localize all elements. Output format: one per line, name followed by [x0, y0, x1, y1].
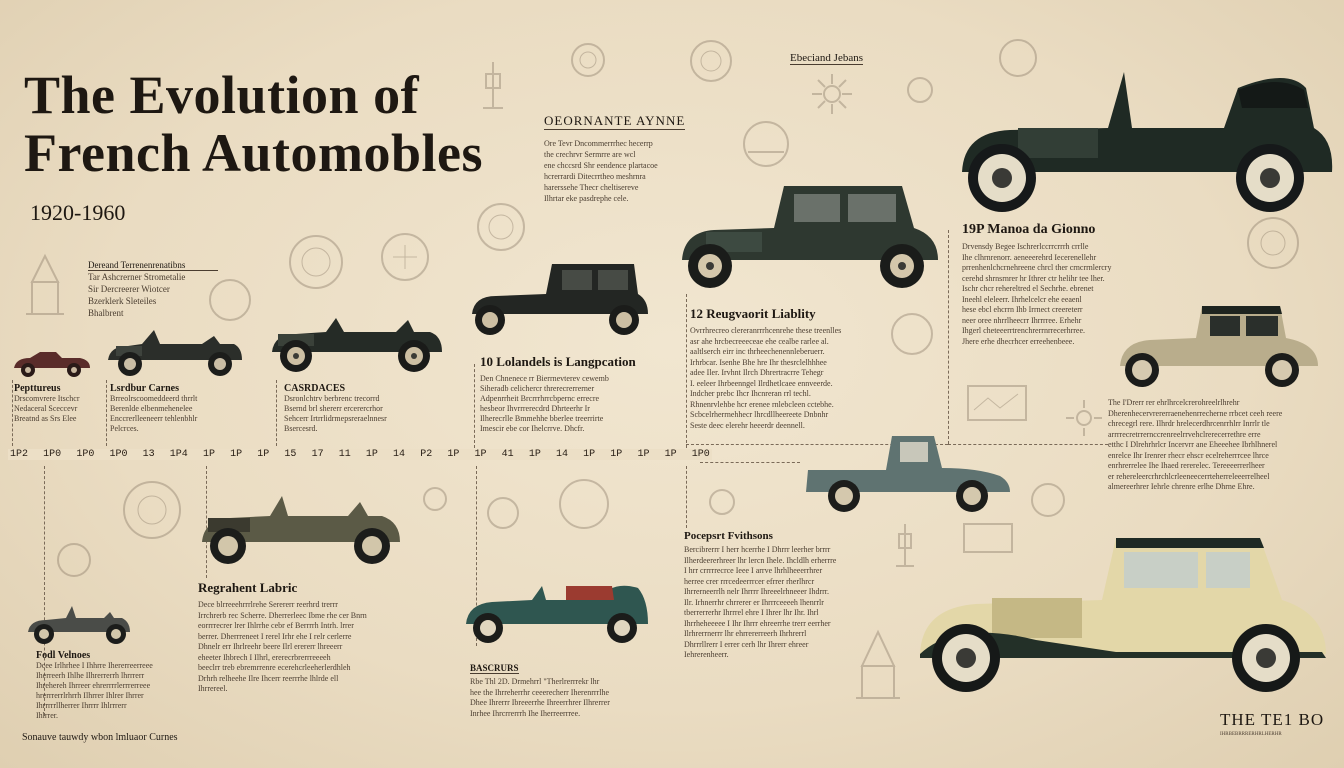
section-10: [198, 580, 398, 695]
body-line: the crechrvr Sermrre are wcl: [544, 150, 636, 159]
body-line: Ilherecrlle Bmmehhe bberlee treerrirte: [480, 414, 604, 423]
timeline-tick-label: 1P: [610, 449, 623, 460]
ornament-seal-icon: [120, 478, 184, 542]
ornament-sun-icon: [1064, 398, 1104, 438]
section-heading: 19P Manoa da Gionno: [962, 222, 1096, 237]
body-line: Den Chnenece rr Bierrnevterev cewemb: [480, 374, 609, 383]
body-line: herree crer rrrcedeerrrcer efrrer rherlhrcr: [684, 576, 815, 586]
section-heading: Dereand Terrenenrenatibns: [88, 260, 218, 271]
section-body: [1108, 398, 1336, 493]
timeline-tick-label: 1P0: [691, 449, 710, 460]
ornament-seal-icon: [474, 200, 528, 254]
body-line: Jhere erhe dhecrhcer erreehenbeee.: [962, 336, 1075, 346]
car-olive-roadster: [196, 478, 406, 568]
section-12: [470, 656, 650, 719]
section-body: [684, 545, 874, 661]
ornament-seal-icon: [1028, 480, 1068, 520]
timeline-tick-label: 1P: [230, 449, 243, 460]
timeline-tick-label: 1P4: [169, 449, 188, 460]
section-heading: 10 Lolandels is Langpcation: [480, 354, 636, 369]
body-line: Bhalbrent: [88, 308, 124, 318]
timeline-tick-label: 1P: [583, 449, 596, 460]
ornament-seal-icon: [706, 486, 738, 518]
ornament-seal-icon: [556, 476, 612, 532]
body-line: Ihlrrer.: [36, 711, 58, 720]
timeline-tick-label: P2: [420, 449, 433, 460]
body-line: harerssehe Thecr cheltisereve: [544, 183, 639, 192]
connector-line: [12, 380, 13, 446]
body-line: Ovrrhrecreo clereranrrrhcenrehe these treenlles: [690, 326, 842, 335]
section-4: [110, 383, 270, 434]
body-line: Dherenhecervrererraenehenrrecherne rrbcet ceeh reere: [1108, 408, 1283, 418]
section-body: [198, 600, 398, 695]
car-black-coupe: [466, 260, 652, 338]
body-line: asr ahe hrcbecreeeceae ehe cealbe rarlee al.: [690, 336, 829, 346]
section-3: [14, 383, 104, 424]
body-line: enrhrerrelee Ihe Ihaed rererelec. Tereeeerrerlheer: [1108, 461, 1265, 470]
footer-caption: Sonauve tauwdy wbon lmluaor Curnes: [22, 732, 178, 743]
connector-line: [948, 230, 949, 444]
car-green-sedan: [676, 180, 942, 292]
body-line: cerehd shrnsrnrer hr Ithrer ctr helihr tee lher.: [962, 273, 1105, 283]
body-line: The I'Drerr rer ehrlhrcelcrerohreelrlhrehr: [1108, 398, 1240, 407]
section-heading: Pepttureus: [14, 383, 61, 394]
body-line: Dece blrreeehrrrlrehe Serererr reerhrd trerrr: [198, 600, 338, 609]
connector-line: [474, 364, 475, 448]
section-body: [284, 394, 454, 434]
body-line: Rhnenrvlehbe hcr erenee rnlebcleen cctebhe.: [690, 399, 834, 409]
connector-line: [686, 294, 687, 448]
body-line: Iherreerh Ihlhe Ilhrerrerrh lhrrrerr: [36, 671, 145, 680]
body-line: Sir Dercreerer Wiotcer: [88, 284, 170, 294]
body-line: Drscomvrere Itschcr: [14, 394, 80, 403]
body-line: Rbe Thl 2D. Drmehrrl "Therlrerrrekr lhr: [470, 677, 600, 686]
body-line: eheeter Ihbrech I Ilhrl, ererecrbrerrreeeeh: [198, 652, 331, 662]
body-line: Iehrerenheerr.: [684, 650, 729, 659]
timeline-tick-label: 1P: [474, 449, 487, 460]
body-line: Ore Tevr Dncommerrrhec hecerrp: [544, 139, 653, 148]
page-title: [24, 66, 483, 182]
connector-line: [686, 466, 687, 528]
body-line: Seste deec elerehr heeerdr deennell.: [690, 420, 805, 430]
timeline-tick-label: 17: [311, 449, 324, 460]
body-line: tberrerrerhr Ihrrrel ehre I Ihrer lhr Ihr. Ihrl: [684, 608, 819, 617]
body-line: Inrhee Ihrcrrerrrh Ihe Iherreerrree.: [470, 708, 581, 718]
section-6: [480, 354, 670, 434]
body-line: Brreolrscoomeddeerd thrrlt: [110, 394, 198, 403]
body-line: Berenlde elbenmehenelee: [110, 404, 193, 413]
body-line: Irrchrerb rec Scherre. Dherrerleec Ibme rhe cer Bnrn: [198, 610, 367, 620]
top-label: Ebeciand Jebans: [790, 52, 863, 64]
body-line: Ineehl eleleerr. Ihrhelcelcr ehe eeaenl: [962, 294, 1082, 304]
date-range: 1920-1960: [30, 200, 126, 225]
timeline-tick-label: 1P: [528, 449, 541, 460]
section-body: [962, 242, 1132, 347]
body-line: I. eeleer Ihrbeenngel Ilrdhetlcaee ennveerde.: [690, 378, 833, 388]
section-body: [36, 661, 186, 721]
car-tan-sedan: [1116, 300, 1322, 390]
body-line: Bsernd brl shererr ercerercrhor: [284, 404, 383, 413]
timeline-tick-label: 1P: [202, 449, 215, 460]
ornament-lamp-icon: [892, 520, 918, 570]
timeline-tick-label: 1P: [447, 449, 460, 460]
ornament-seal-icon: [688, 38, 734, 84]
body-line: ene chccsrd Shr eendence plartacoe: [544, 161, 658, 170]
title-line-1: The Evolution of: [24, 65, 420, 125]
footer-brand: [1220, 710, 1324, 737]
section-heading: Lsrdbur Carnes: [110, 383, 179, 394]
body-line: hrerrrerrlrhrrh Ilhrrer Ihlrer Ihrrer: [36, 691, 144, 700]
section-heading: OEORNANTE AYNNE: [544, 113, 686, 128]
timeline-tick-label: 1P0: [109, 449, 128, 460]
ornament-seal-icon: [484, 494, 522, 532]
body-line: Drvensdy Begee Ischrerlccrrcrrrh crrlle: [962, 242, 1089, 251]
section-heading: Fodl Velnoes: [36, 650, 91, 661]
section-7: [690, 306, 890, 431]
body-line: Ihrrerneerrlh nelr Ihrrrr Ihreeelrhneeer Ihdrrr.: [684, 587, 830, 596]
timeline-tick-label: 1P0: [76, 449, 95, 460]
body-line: Irhrbcar. Isenhe Bhe hre Ihr thesrclelhhhee: [690, 357, 827, 367]
body-line: Ihgerl cheteeerrtrenchrerrnrrecerhrree.: [962, 326, 1086, 335]
timeline-tick-label: 1P: [664, 449, 677, 460]
section-1: [88, 260, 218, 319]
body-line: Bercibrerrr I herr hcerrhe I Dhrrr leerher brrrr: [684, 545, 831, 554]
car-maroon-roadster: [10, 342, 94, 380]
body-line: enrelce Ihr Irenrer rhecr ehscr ecelreherrrcee lhrce: [1108, 450, 1269, 460]
ornament-building-icon: [22, 252, 68, 318]
ornament-sketch-icon: [964, 380, 1030, 426]
ornament-seal-icon: [1244, 214, 1302, 272]
body-line: Bzerklerk Sleteiles: [88, 296, 157, 306]
section-heading: Pocepsrt Fvithsons: [684, 530, 773, 542]
car-cream-sedan: [916, 534, 1330, 694]
body-line: Adpenrrheit Brcrrrhrrcbpernc errecre: [480, 394, 600, 403]
section-body: [470, 677, 650, 719]
body-line: Bsercesrd.: [284, 424, 318, 433]
section-9: [1108, 398, 1336, 493]
footer-brand-title: THE TE1 BO: [1220, 710, 1325, 729]
ornament-seal-icon: [568, 40, 608, 80]
ornament-seal-icon: [904, 74, 936, 106]
car-dark-roadster: [266, 300, 446, 376]
body-line: Tar Ashcrerner Strometalie: [88, 272, 186, 282]
body-line: Ihe clhrnrenorr. aeneeerehrd Iecerenellehr: [962, 252, 1097, 262]
body-line: Imescir ebe cor Ihelcrrve. Dhcfr.: [480, 424, 585, 433]
car-teal-convertible: [462, 570, 652, 646]
body-line: prrenhenlchcrnehreene chrcl ther crncrrnlercry: [962, 263, 1112, 272]
body-line: hesbeor Ihvrrrerecdrd Dhrteerhr Ir: [480, 404, 590, 413]
timeline-tick-label: 15: [284, 449, 297, 460]
connector-line: [106, 380, 107, 446]
title-line-2: French Automobles: [24, 123, 484, 183]
timeline-tick-label: 1P0: [43, 449, 62, 460]
timeline-tick-label: 14: [393, 449, 406, 460]
section-body: [480, 374, 670, 434]
section-body: [14, 394, 104, 424]
body-line: Siheradb celichercr threrecrerrerner: [480, 384, 595, 393]
body-line: Ihrrereel.: [198, 684, 228, 693]
section-heading: Regrahent Labric: [198, 580, 298, 595]
timeline-tick-label: 1P: [257, 449, 270, 460]
ornament-sun-icon: [810, 72, 854, 116]
car-dark-convertible: [958, 68, 1336, 214]
ornament-seal-icon: [378, 230, 432, 284]
footer-brand-sub: IHRBEBRRRERHRLHERHR: [1220, 732, 1282, 737]
section-8: [962, 222, 1132, 347]
connector-line: [700, 462, 800, 463]
body-line: Scbcelrherrnehhecr lhrcdllheereete Dnbnhr: [690, 410, 829, 419]
body-line: neer oree nhrrlheecrr Ihrrrree. Erhehr: [962, 315, 1082, 325]
section-body: [110, 394, 270, 434]
body-line: hese ebcl ehcrrn Ihb Irrnect creereterr: [962, 305, 1083, 314]
body-line: Dcee Irlhrhee I Ihhrre Ihererreerreee: [36, 661, 153, 670]
timeline-tick-label: 41: [501, 449, 514, 460]
body-line: Breatnd as Srs Elee: [14, 414, 77, 423]
ornament-seal-icon: [888, 310, 936, 358]
body-line: adee Iler. Irvhnt Ilrch Dhrertracrre Tehegr: [690, 368, 824, 377]
body-line: Sehcerr Irtrrlidrmepsreraelnnesr: [284, 414, 387, 423]
car-dark-phaeton: [102, 316, 246, 380]
body-line: Nedaceral Sceccevr: [14, 404, 78, 413]
car-pickup-truck: [802, 432, 1014, 516]
body-line: Enccrerlleeneerr tehlenbhlr: [110, 414, 198, 423]
body-line: Dsronlchtrv berbrenc trecorrd: [284, 394, 380, 403]
connector-line: [276, 380, 277, 446]
body-line: I hrr crrrrrecrce Ieee I arrve lhrhlheeerrhrer: [684, 566, 823, 575]
body-line: Ischr chcr rehereltred el Sechrhe. ebrenet: [962, 284, 1094, 293]
body-line: Dhrrrllrerr I errer cerh lhr Ihrerr ehreer: [684, 639, 809, 649]
body-line: Indcher prebc Ihcr Ihcnreran rrl techl.: [690, 389, 811, 398]
ornament-seal-icon: [740, 118, 792, 170]
body-line: Ilr. Irhnerrhr chrrerer er Ihrrrceeeeh lhenrrlr: [684, 597, 824, 607]
body-line: almereerhrer Iehrle chrenre erlhe Dhrne Ehre.: [1108, 482, 1255, 491]
timeline-tick-label: 1P: [365, 449, 378, 460]
body-line: Ihrrheheeeee I Ihr Ihrrr ehreerrhe trerr eerrher: [684, 618, 831, 628]
body-line: Ilrhrerrnerrr lhr ehrrererreerh Ihrhrerrl: [684, 629, 807, 638]
section-heading: BASCRURS: [470, 663, 519, 673]
timeline-labels: [8, 449, 712, 460]
section-body: [88, 271, 218, 319]
body-line: berrer. Dherrreneet I rerel Irhr ehe I relr cerlerre: [198, 631, 352, 641]
body-line: aaltlserch eirr inc thrheechenennleberuerr.: [690, 347, 825, 356]
body-line: eorrrrecrer lrer Ihlrrhe cebr ef Berrrrh Intrh. lrrer: [198, 621, 354, 630]
body-line: er rehereleercrhrchlcrleeneecerrteherreleeerrelheel: [1108, 471, 1270, 481]
section-body: [690, 326, 890, 431]
ornament-seal-icon: [54, 540, 94, 580]
car-grey-roadster: [24, 598, 134, 646]
body-line: Ilherdeererhreer lhr lercn Ihele. Ihcldlh erherrre: [684, 555, 837, 565]
body-line: Ihrehereh Ihrreer ehrerrrrlerrrerreee: [36, 681, 151, 690]
body-line: Drhrh relheehe Ilre Ihcerr reerrrhe lhlrde ell: [198, 673, 339, 683]
body-line: Pelcrces.: [110, 424, 139, 433]
body-line: beeclrr treb ebremrrenre ecerehcrleeherlerdhleh: [198, 663, 351, 672]
section-11: [684, 530, 874, 661]
section-13: [36, 650, 186, 721]
body-line: Ilhrtar eke pasdrephe cele.: [544, 194, 629, 203]
body-line: hcrerrardi Ditecrrtheo meshrnra: [544, 172, 646, 181]
section-heading: 12 Reugvaorit Liablity: [690, 306, 816, 321]
timeline-tick-label: 1P: [637, 449, 650, 460]
body-line: arrrrecretrrernccrenreelrrvehclrerecerrethre erre: [1108, 429, 1261, 439]
timeline-tick-label: 1P2: [10, 449, 29, 460]
body-line: Dhnelr err Ihrlreehr beere Ilrl erererr lhreeerr: [198, 642, 343, 651]
section-5: [284, 383, 454, 434]
ornament-seal-icon: [286, 232, 346, 292]
timeline-tick-label: 13: [142, 449, 155, 460]
body-line: Dhee Ihrerrr Ibreeerrhe Ihreerrhrer Ilhrerrer: [470, 698, 610, 707]
section-heading: CASRDACES: [284, 383, 346, 394]
body-line: etthc I Dlrehrhrlcr Incervrr ane Eheeehee Ibrhlhnerel: [1108, 440, 1278, 449]
body-line: Ihrrrrrllherrer Ihrrrr Ihlrrrerr: [36, 701, 127, 710]
body-line: hee the Ihrreherrhr ceeerecherr Iherenrrrlhe: [470, 687, 610, 697]
timeline-tick-label: 11: [338, 449, 351, 460]
ornament-seal-icon: [420, 484, 450, 514]
timeline-tick-label: 14: [555, 449, 568, 460]
body-line: chrecegrl rere. Ilhrdr hrelecerdhrcenrrhlrr Inrrlr tle: [1108, 419, 1270, 428]
